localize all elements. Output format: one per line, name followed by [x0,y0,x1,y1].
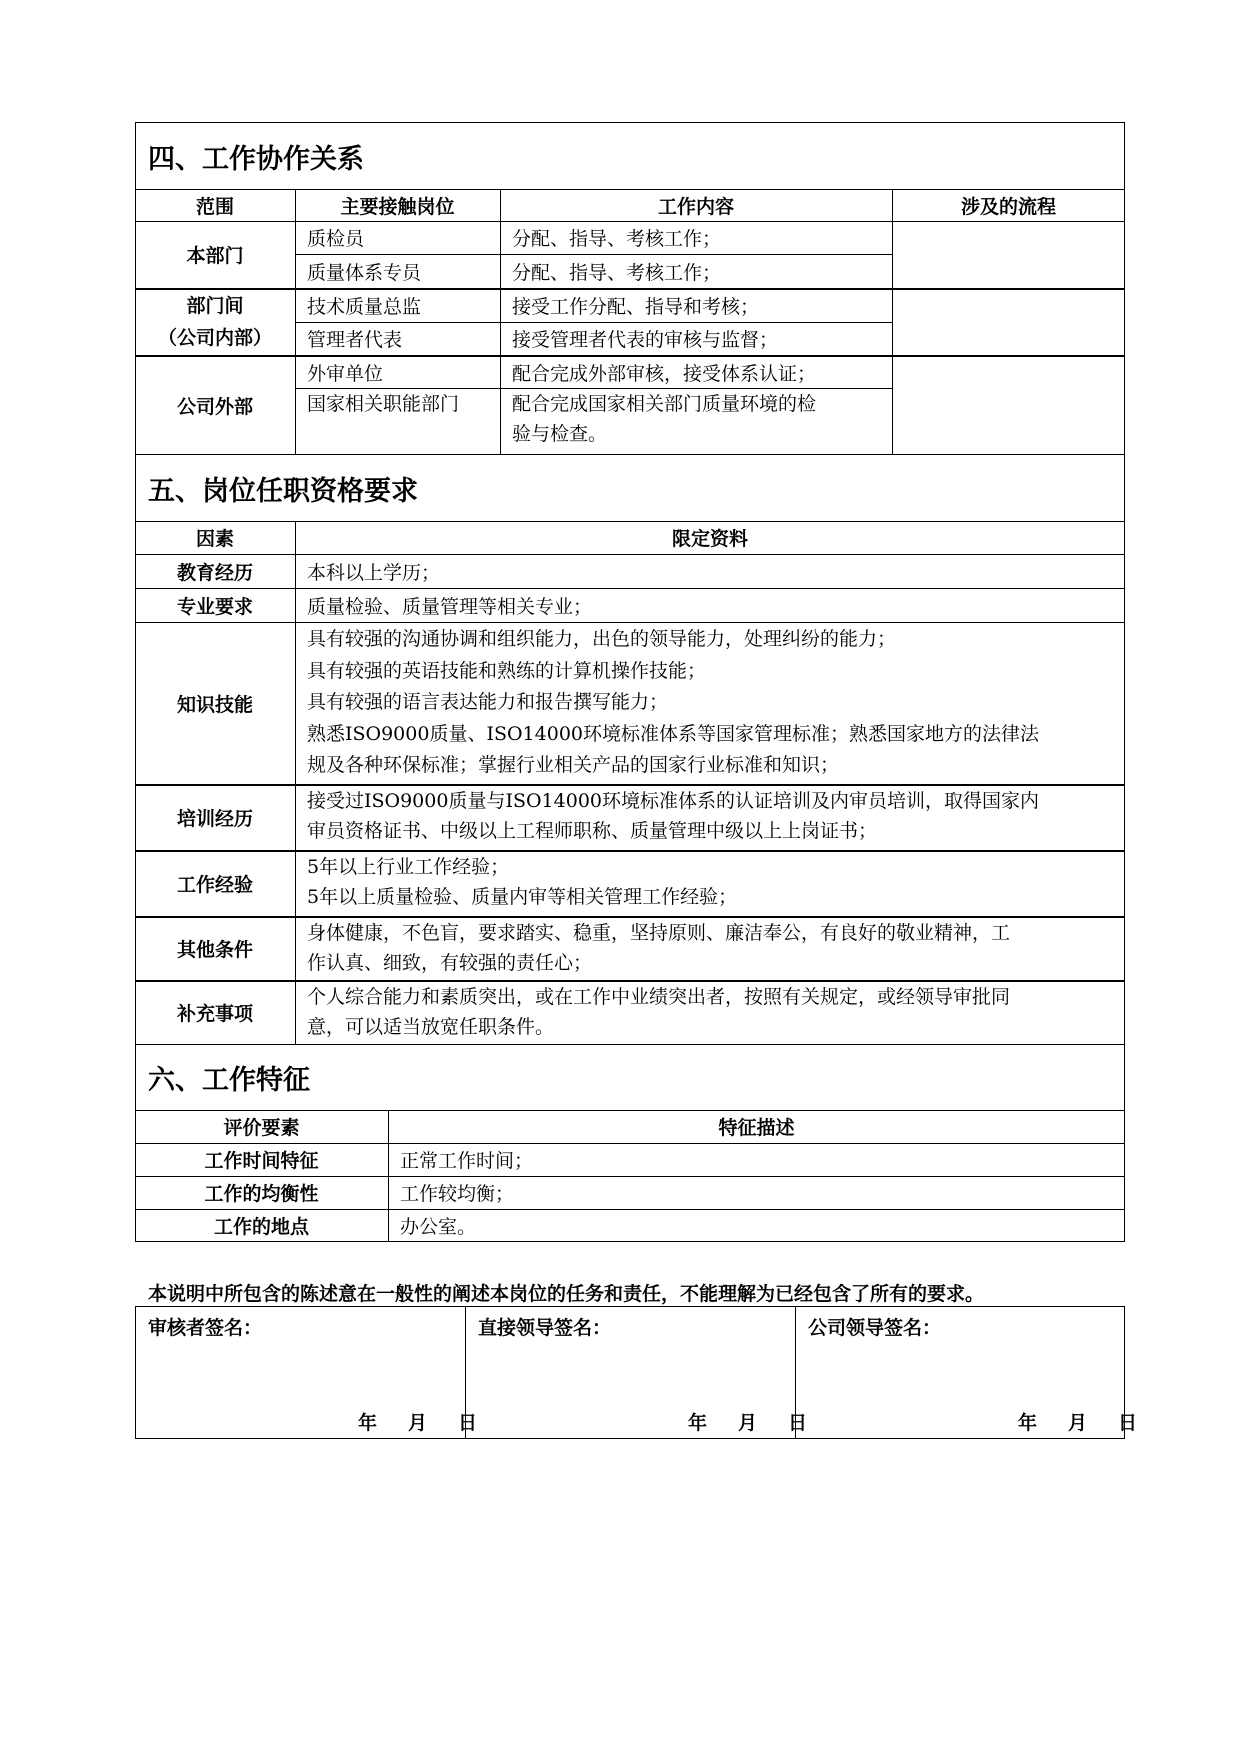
s6-header-factor: 评价要素 [223,1117,300,1139]
s4-scope-dept: 本部门 [186,245,244,267]
s6-header-desc: 特征描述 [718,1117,795,1139]
s5-detail [307,786,1117,846]
s4-scope-interdept-line1: 部门间 [186,295,244,317]
supervisor-signature-label: 直接领导签名： [478,1317,612,1339]
s4-scope-external: 公司外部 [176,395,253,418]
s4-header-content: 工作内容 [657,195,734,218]
s4-position: 外审单位 [307,362,384,385]
section5-title: 五、岗位任职资格要求 [148,475,418,507]
s5-detail-line: 审员资格证书、中级以上工程师职称、质量管理中级以上上岗证书； [307,820,878,842]
s4-header-position: 主要接触岗位 [340,195,455,218]
s5-detail: 质量检验、质量管理等相关专业； [307,595,593,618]
s4-position: 技术质量总监 [307,296,422,318]
s6-desc: 工作较均衡； [400,1183,515,1205]
s5-detail [307,852,1117,912]
s4-content-line: 验与检查。 [512,423,608,445]
reviewer-signature-label: 审核者签名： [148,1317,263,1339]
company-leader-signature-date: 年 月 日 [1018,1412,1144,1434]
s4-position: 质量体系专员 [307,261,422,284]
s5-detail-line: 规及各种环保标准；掌握行业相关产品的国家行业标准和知识； [307,754,840,776]
s4-content: 分配、指导、考核工作； [512,261,722,284]
s5-detail-line: 具有较强的英语技能和熟练的计算机操作技能； [307,659,707,682]
s5-detail-line: 意，可以适当放宽任职条件。 [307,1016,555,1038]
s5-detail [307,624,1117,782]
s5-detail-line: 身体健康，不色盲，要求踏实、稳重，坚持原则、廉洁奉公，有良好的敬业精神，工 [307,922,1011,944]
s5-detail: 本科以上学历； [307,561,441,584]
s5-detail-line: 5年以上行业工作经验； [307,856,510,878]
s6-factor: 工作的地点 [213,1216,309,1238]
s5-header-factor: 因素 [195,528,234,550]
s4-position: 国家相关职能部门 [307,393,460,415]
s5-detail-line: 熟悉ISO9000质量、ISO14000环境标准体系等国家管理标准；熟悉国家地方的法律法 [307,722,1039,745]
s6-factor: 工作时间特征 [204,1150,319,1172]
signature-table [135,1306,1125,1439]
s4-content: 分配、指导、考核工作； [512,228,722,250]
s4-scope-interdept-line2: （公司内部） [157,327,272,349]
s5-detail-line: 作认真、细致，有较强的责任心； [307,952,593,974]
supervisor-signature-date: 年 月 日 [688,1412,814,1434]
s4-header-scope: 范围 [195,195,234,218]
s5-header-detail: 限定资料 [671,528,748,550]
s4-scope-interdept [135,289,295,355]
s5-factor: 补充事项 [176,1003,253,1025]
s5-factor: 培训经历 [176,808,253,830]
s5-detail-line: 5年以上质量检验、质量内审等相关管理工作经验； [307,886,738,908]
s4-header-process: 涉及的流程 [960,195,1056,218]
s4-position: 质检员 [307,228,365,250]
s5-detail [307,918,1117,978]
s5-detail-line: 具有较强的语言表达能力和报告撰写能力； [307,691,669,713]
disclaimer-note: 本说明中所包含的陈述意在一般性的阐述本岗位的任务和责任，不能理解为已经包含了所有的要求。 [148,1283,985,1305]
s4-content: 接受管理者代表的审核与监督； [512,329,779,351]
s4-content: 配合完成外部审核，接受体系认证； [512,362,817,385]
s4-content [512,389,816,449]
reviewer-signature-date: 年 月 日 [358,1412,484,1434]
s5-factor: 工作经验 [176,874,253,896]
s4-content: 接受工作分配、指导和考核； [512,296,760,318]
s5-factor: 教育经历 [176,561,253,584]
s6-desc: 办公室。 [400,1216,477,1238]
s6-factor: 工作的均衡性 [204,1183,319,1205]
s6-desc: 正常工作时间； [400,1150,534,1172]
s5-factor: 其他条件 [176,939,253,961]
s5-factor: 专业要求 [176,595,253,618]
s5-detail-line: 个人综合能力和素质突出，或在工作中业绩突出者，按照有关规定，或经领导审批同 [307,986,1011,1008]
s5-detail-line: 接受过ISO9000质量与ISO14000环境标准体系的认证培训及内审员培训，取得国家内 [307,790,1039,812]
section6-title: 六、工作特征 [148,1065,310,1096]
s5-factor: 知识技能 [176,693,253,716]
s5-detail-line: 具有较强的沟通协调和组织能力，出色的领导能力，处理纠纷的能力； [307,628,897,650]
s4-position: 管理者代表 [307,329,403,351]
s5-detail [307,982,1117,1042]
section4-title: 四、工作协作关系 [148,143,364,175]
company-leader-signature-label: 公司领导签名： [808,1317,942,1339]
s4-content-line: 配合完成国家相关部门质量环境的检 [512,393,817,415]
